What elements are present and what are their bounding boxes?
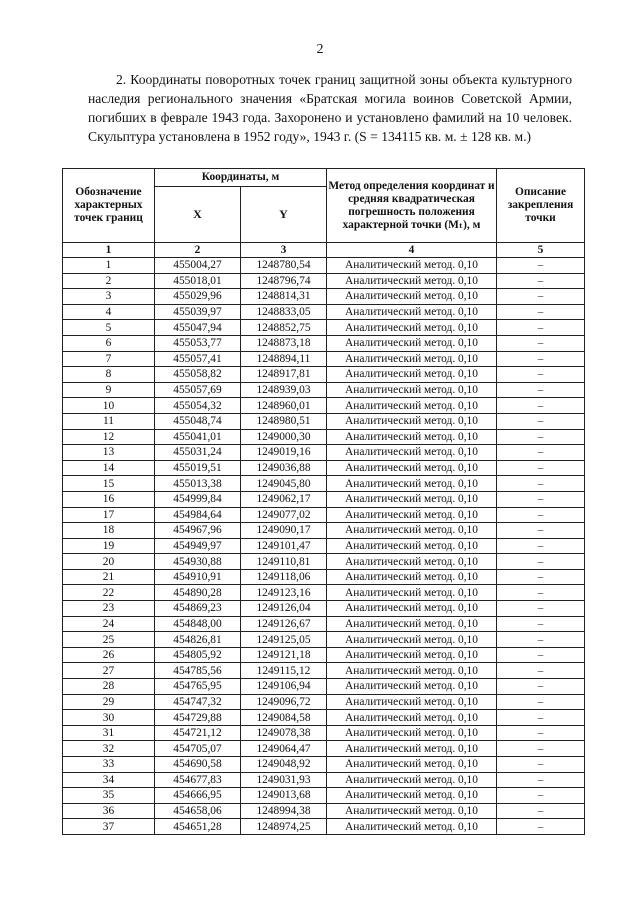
column-number: 2 [155, 243, 241, 258]
cell-x: 454651,28 [155, 819, 241, 835]
cell-description: – [497, 710, 585, 726]
cell-y: 1249123,16 [241, 585, 327, 601]
cell-point-number: 37 [63, 819, 155, 835]
cell-point-number: 20 [63, 554, 155, 570]
table-row [63, 647, 585, 663]
cell-x: 455019,51 [155, 460, 241, 476]
cell-description: – [497, 803, 585, 819]
cell-method: Аналитический метод. 0,10 [327, 413, 497, 429]
cell-point-number: 25 [63, 632, 155, 648]
cell-point-number: 6 [63, 335, 155, 351]
cell-method: Аналитический метод. 0,10 [327, 632, 497, 648]
cell-description: – [497, 632, 585, 648]
cell-method: Аналитический метод. 0,10 [327, 647, 497, 663]
cell-point-number: 27 [63, 663, 155, 679]
cell-point-number: 4 [63, 304, 155, 320]
table-row [63, 367, 585, 383]
table-row [63, 398, 585, 414]
cell-y: 1249118,06 [241, 569, 327, 585]
table-body [63, 258, 585, 835]
cell-point-number: 7 [63, 351, 155, 367]
intro-paragraph [88, 70, 572, 146]
cell-y: 1248939,03 [241, 382, 327, 398]
cell-description: – [497, 273, 585, 289]
cell-y: 1249000,30 [241, 429, 327, 445]
table-row [63, 757, 585, 773]
cell-point-number: 1 [63, 258, 155, 274]
cell-description: – [497, 320, 585, 336]
cell-method: Аналитический метод. 0,10 [327, 523, 497, 539]
cell-y: 1249110,81 [241, 554, 327, 570]
table-row [63, 585, 585, 601]
cell-point-number: 17 [63, 507, 155, 523]
cell-x: 454677,83 [155, 772, 241, 788]
cell-y: 1249106,94 [241, 679, 327, 695]
cell-y: 1249121,18 [241, 647, 327, 663]
table-row [63, 304, 585, 320]
cell-method: Аналитический метод. 0,10 [327, 725, 497, 741]
cell-description: – [497, 694, 585, 710]
cell-y: 1249062,17 [241, 491, 327, 507]
table-row [63, 694, 585, 710]
cell-x: 454869,23 [155, 601, 241, 617]
cell-x: 455058,82 [155, 367, 241, 383]
table-row [63, 710, 585, 726]
cell-method: Аналитический метод. 0,10 [327, 803, 497, 819]
cell-description: – [497, 429, 585, 445]
cell-method: Аналитический метод. 0,10 [327, 601, 497, 617]
table-row [63, 554, 585, 570]
cell-x: 454658,06 [155, 803, 241, 819]
cell-method: Аналитический метод. 0,10 [327, 491, 497, 507]
column-number: 4 [327, 243, 497, 258]
cell-method: Аналитический метод. 0,10 [327, 460, 497, 476]
cell-method: Аналитический метод. 0,10 [327, 445, 497, 461]
cell-method: Аналитический метод. 0,10 [327, 382, 497, 398]
table-row [63, 772, 585, 788]
cell-point-number: 33 [63, 757, 155, 773]
cell-method: Аналитический метод. 0,10 [327, 538, 497, 554]
cell-method: Аналитический метод. 0,10 [327, 273, 497, 289]
cell-description: – [497, 585, 585, 601]
table-row [63, 460, 585, 476]
header-coordinates: Координаты, м [155, 169, 327, 187]
cell-description: – [497, 367, 585, 383]
cell-point-number: 15 [63, 476, 155, 492]
cell-x: 454666,95 [155, 788, 241, 804]
cell-point-number: 35 [63, 788, 155, 804]
cell-x: 454729,88 [155, 710, 241, 726]
cell-x: 455041,01 [155, 429, 241, 445]
cell-x: 455053,77 [155, 335, 241, 351]
table-row [63, 273, 585, 289]
cell-x: 455039,97 [155, 304, 241, 320]
cell-point-number: 23 [63, 601, 155, 617]
cell-x: 454765,95 [155, 679, 241, 695]
cell-y: 1248814,31 [241, 289, 327, 305]
cell-y: 1248917,81 [241, 367, 327, 383]
cell-y: 1248974,25 [241, 819, 327, 835]
cell-description: – [497, 491, 585, 507]
intro-text: 2. Координаты поворотных точек границ защитной зоны объекта культурного наследия регионального значения «Братская могила воинов Советской Армии, погибших в феврале 1943 года. Захоронено и установлено фамилий на 10 человек. Скульптура установлена в 1952 году», 1943 г. (S = 134115 кв. м. ± 128 кв. м.) [88, 72, 572, 144]
cell-description: – [497, 335, 585, 351]
cell-point-number: 13 [63, 445, 155, 461]
cell-point-number: 9 [63, 382, 155, 398]
cell-y: 1249077,02 [241, 507, 327, 523]
cell-description: – [497, 476, 585, 492]
cell-y: 1248796,74 [241, 273, 327, 289]
column-number: 5 [497, 243, 585, 258]
cell-y: 1249048,92 [241, 757, 327, 773]
cell-y: 1249013,68 [241, 788, 327, 804]
table-row [63, 335, 585, 351]
cell-x: 454949,97 [155, 538, 241, 554]
table-row [63, 819, 585, 835]
table-row [63, 741, 585, 757]
cell-x: 454826,81 [155, 632, 241, 648]
table-row [63, 632, 585, 648]
table-row [63, 803, 585, 819]
header-point-designation: Обозначение характерных точек границ [63, 169, 155, 243]
cell-description: – [497, 601, 585, 617]
cell-point-number: 24 [63, 616, 155, 632]
cell-point-number: 34 [63, 772, 155, 788]
cell-y: 1249090,17 [241, 523, 327, 539]
cell-method: Аналитический метод. 0,10 [327, 304, 497, 320]
cell-y: 1249064,47 [241, 741, 327, 757]
cell-method: Аналитический метод. 0,10 [327, 819, 497, 835]
cell-point-number: 10 [63, 398, 155, 414]
cell-point-number: 30 [63, 710, 155, 726]
cell-point-number: 18 [63, 523, 155, 539]
cell-description: – [497, 304, 585, 320]
cell-method: Аналитический метод. 0,10 [327, 772, 497, 788]
cell-x: 454930,88 [155, 554, 241, 570]
cell-y: 1249036,88 [241, 460, 327, 476]
cell-description: – [497, 616, 585, 632]
cell-description: – [497, 569, 585, 585]
cell-y: 1249096,72 [241, 694, 327, 710]
cell-point-number: 3 [63, 289, 155, 305]
table-row [63, 538, 585, 554]
cell-x: 455029,96 [155, 289, 241, 305]
cell-description: – [497, 382, 585, 398]
cell-y: 1248780,54 [241, 258, 327, 274]
cell-method: Аналитический метод. 0,10 [327, 710, 497, 726]
cell-description: – [497, 772, 585, 788]
cell-x: 454785,56 [155, 663, 241, 679]
cell-method: Аналитический метод. 0,10 [327, 554, 497, 570]
table-row [63, 507, 585, 523]
cell-x: 455004,27 [155, 258, 241, 274]
cell-y: 1249078,38 [241, 725, 327, 741]
cell-point-number: 36 [63, 803, 155, 819]
header-y: Y [241, 187, 327, 243]
cell-x: 455054,32 [155, 398, 241, 414]
cell-description: – [497, 289, 585, 305]
cell-method: Аналитический метод. 0,10 [327, 694, 497, 710]
cell-description: – [497, 819, 585, 835]
cell-point-number: 5 [63, 320, 155, 336]
cell-x: 454984,64 [155, 507, 241, 523]
cell-method: Аналитический метод. 0,10 [327, 320, 497, 336]
cell-point-number: 8 [63, 367, 155, 383]
cell-x: 455031,24 [155, 445, 241, 461]
cell-point-number: 32 [63, 741, 155, 757]
cell-x: 455013,38 [155, 476, 241, 492]
table-row [63, 725, 585, 741]
cell-description: – [497, 507, 585, 523]
table-header [63, 169, 585, 258]
cell-point-number: 16 [63, 491, 155, 507]
cell-y: 1248980,51 [241, 413, 327, 429]
table-row [63, 382, 585, 398]
cell-y: 1249019,16 [241, 445, 327, 461]
cell-y: 1248894,11 [241, 351, 327, 367]
cell-x: 454910,91 [155, 569, 241, 585]
cell-method: Аналитический метод. 0,10 [327, 367, 497, 383]
cell-x: 454747,32 [155, 694, 241, 710]
cell-description: – [497, 725, 585, 741]
table-row [63, 258, 585, 274]
cell-method: Аналитический метод. 0,10 [327, 569, 497, 585]
cell-x: 455047,94 [155, 320, 241, 336]
cell-method: Аналитический метод. 0,10 [327, 258, 497, 274]
cell-y: 1249045,80 [241, 476, 327, 492]
table-row [63, 569, 585, 585]
cell-method: Аналитический метод. 0,10 [327, 679, 497, 695]
cell-y: 1249084,58 [241, 710, 327, 726]
cell-method: Аналитический метод. 0,10 [327, 335, 497, 351]
cell-description: – [497, 460, 585, 476]
cell-point-number: 2 [63, 273, 155, 289]
cell-x: 454848,00 [155, 616, 241, 632]
cell-point-number: 29 [63, 694, 155, 710]
cell-point-number: 26 [63, 647, 155, 663]
cell-point-number: 31 [63, 725, 155, 741]
header-method: Метод определения координат и средняя квадратическая погрешность положения характерной точки (Мₜ), м [327, 169, 497, 243]
cell-method: Аналитический метод. 0,10 [327, 663, 497, 679]
cell-description: – [497, 741, 585, 757]
cell-method: Аналитический метод. 0,10 [327, 351, 497, 367]
cell-point-number: 28 [63, 679, 155, 695]
cell-method: Аналитический метод. 0,10 [327, 585, 497, 601]
cell-description: – [497, 351, 585, 367]
cell-point-number: 11 [63, 413, 155, 429]
header-x: X [155, 187, 241, 243]
cell-description: – [497, 554, 585, 570]
cell-x: 454890,28 [155, 585, 241, 601]
cell-method: Аналитический метод. 0,10 [327, 289, 497, 305]
cell-method: Аналитический метод. 0,10 [327, 741, 497, 757]
table-row [63, 663, 585, 679]
cell-method: Аналитический метод. 0,10 [327, 788, 497, 804]
column-number: 3 [241, 243, 327, 258]
coordinates-table [62, 168, 585, 835]
cell-method: Аналитический метод. 0,10 [327, 507, 497, 523]
cell-y: 1248994,38 [241, 803, 327, 819]
cell-point-number: 22 [63, 585, 155, 601]
table-row [63, 445, 585, 461]
cell-method: Аналитический метод. 0,10 [327, 757, 497, 773]
cell-description: – [497, 788, 585, 804]
table-row [63, 289, 585, 305]
cell-x: 454721,12 [155, 725, 241, 741]
cell-x: 454690,58 [155, 757, 241, 773]
cell-method: Аналитический метод. 0,10 [327, 616, 497, 632]
table-row [63, 616, 585, 632]
cell-point-number: 12 [63, 429, 155, 445]
cell-y: 1248852,75 [241, 320, 327, 336]
page-number: 2 [316, 42, 324, 57]
cell-method: Аналитический метод. 0,10 [327, 429, 497, 445]
cell-y: 1249115,12 [241, 663, 327, 679]
cell-description: – [497, 258, 585, 274]
table-row [63, 320, 585, 336]
cell-y: 1249126,67 [241, 616, 327, 632]
cell-y: 1248833,05 [241, 304, 327, 320]
cell-x: 455048,74 [155, 413, 241, 429]
cell-x: 454705,07 [155, 741, 241, 757]
column-number: 1 [63, 243, 155, 258]
cell-description: – [497, 757, 585, 773]
cell-description: – [497, 398, 585, 414]
table-row [63, 491, 585, 507]
cell-point-number: 14 [63, 460, 155, 476]
cell-description: – [497, 679, 585, 695]
cell-y: 1249126,04 [241, 601, 327, 617]
header-description: Описание закрепления точки [497, 169, 585, 243]
table-row [63, 788, 585, 804]
cell-x: 454999,84 [155, 491, 241, 507]
cell-y: 1249031,93 [241, 772, 327, 788]
table-row [63, 429, 585, 445]
cell-method: Аналитический метод. 0,10 [327, 476, 497, 492]
table-row [63, 351, 585, 367]
cell-description: – [497, 413, 585, 429]
table-row [63, 413, 585, 429]
cell-y: 1248873,18 [241, 335, 327, 351]
table-row [63, 679, 585, 695]
cell-description: – [497, 538, 585, 554]
cell-y: 1248960,01 [241, 398, 327, 414]
cell-x: 455018,01 [155, 273, 241, 289]
table-row [63, 523, 585, 539]
table-row [63, 601, 585, 617]
cell-description: – [497, 523, 585, 539]
cell-x: 454805,92 [155, 647, 241, 663]
cell-point-number: 19 [63, 538, 155, 554]
cell-x: 455057,69 [155, 382, 241, 398]
cell-description: – [497, 663, 585, 679]
cell-description: – [497, 647, 585, 663]
cell-x: 455057,41 [155, 351, 241, 367]
cell-y: 1249125,05 [241, 632, 327, 648]
cell-x: 454967,96 [155, 523, 241, 539]
cell-description: – [497, 445, 585, 461]
cell-method: Аналитический метод. 0,10 [327, 398, 497, 414]
cell-y: 1249101,47 [241, 538, 327, 554]
table-row [63, 476, 585, 492]
cell-point-number: 21 [63, 569, 155, 585]
